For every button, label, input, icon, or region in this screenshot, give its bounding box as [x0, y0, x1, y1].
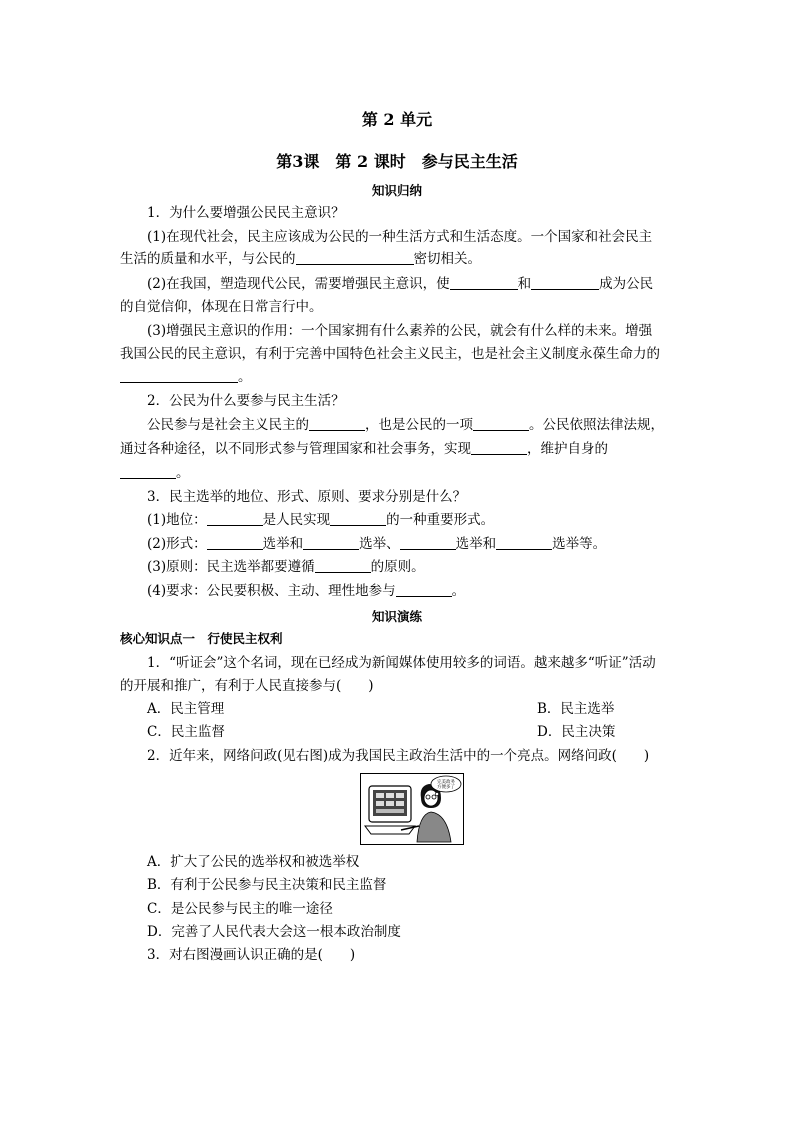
q3-line4: (4)要求：公民要积极、主动、理性地参与 。 [147, 583, 466, 599]
bubble-text-2: 方便多了 [437, 785, 455, 790]
fill-blank[interactable] [471, 440, 527, 455]
lesson-title: 第3课 第 2 课时 参与民主生活 [276, 152, 518, 171]
fill-blank[interactable] [396, 582, 452, 597]
q2-line3: 。 [120, 462, 190, 484]
q1-p1-line2: 生活的质量和水平，与公民的 密切相关。 [120, 251, 481, 267]
fill-blank[interactable] [296, 250, 414, 265]
fill-blank[interactable] [473, 416, 529, 431]
practice-q1-line2: 的开展和推广，有利于人民直接参与( ) [120, 678, 374, 694]
q1-p3-line1: (3)增强民主意识的作用：一个国家拥有什么素养的公民，就会有什么样的未来。增强 [147, 323, 653, 339]
fill-blank[interactable] [496, 535, 552, 550]
fill-blank[interactable] [303, 535, 359, 550]
q1-p3-line3: 。 [120, 366, 252, 388]
fill-blank[interactable] [120, 464, 176, 479]
q2-line1: 公民参与是社会主义民主的 ，也是公民的一项 。公民依照法律法规， [147, 417, 664, 433]
fill-blank[interactable] [315, 558, 371, 573]
q1-p2-line1: (2)在我国，塑造现代公民，需要增强民主意识，使 和 成为公民 [147, 276, 654, 292]
practice-q2: 2．近年来，网络问政(见右图)成为我国民主政治生活中的一个亮点。网络问政( ) [147, 748, 650, 764]
section-heading-summary: 知识归纳 [371, 183, 422, 198]
option-d[interactable]: D．民主决策 [537, 724, 616, 740]
fill-blank[interactable] [207, 511, 263, 526]
practice-q2-option-c[interactable]: C．是公民参与民主的唯一途径 [147, 901, 333, 917]
q3-line3: (3)原则：民主选举都要遵循 的原则。 [147, 559, 425, 575]
q2-line2: 通过各种途径，以不同形式参与管理国家和社会事务，实现 ，维护自身的 [120, 441, 608, 457]
fill-blank[interactable] [207, 535, 263, 550]
practice-q2-option-a[interactable]: A．扩大了公民的选举权和被选举权 [147, 854, 360, 870]
q1-p1-line1: (1)在现代社会，民主应该成为公民的一种生活方式和生活态度。一个国家和社会民主 [147, 229, 653, 245]
q3-line1: (1)地位： 是人民实现 的一种重要形式。 [147, 512, 495, 528]
q1-p3-line2: 我国公民的民主意识，有利于完善中国特色社会主义民主，也是社会主义制度永葆生命力的 [120, 346, 660, 362]
cartoon-figure [360, 773, 464, 845]
section-heading-practice: 知识演练 [371, 609, 422, 624]
q3-line2: (2)形式： 选举和 选举、 选举和 选举等。 [147, 536, 607, 552]
q1-title: 1．为什么要增强公民民主意识？ [147, 205, 345, 221]
unit-title: 第 2 单元 [361, 110, 433, 129]
fill-blank[interactable] [450, 275, 518, 290]
core-point-heading: 核心知识点一 行使民主权利 [120, 631, 283, 646]
practice-q2-option-b[interactable]: B．有利于公民参与民主决策和民主监督 [147, 877, 387, 893]
practice-q3: 3．对右图漫画认识正确的是( ) [147, 947, 356, 963]
practice-q1-line1: 1．“听证会”这个名词，现在已经成为新闻媒体使用较多的词语。越来越多“听证”活动 [147, 655, 656, 671]
fill-blank[interactable] [531, 275, 599, 290]
option-c[interactable]: C．民主监督 [147, 724, 225, 740]
q3-title: 3．民主选举的地位、形式、原则、要求分别是什么？ [147, 489, 467, 505]
fill-blank[interactable] [309, 416, 365, 431]
q2-title: 2．公民为什么要参与民主生活？ [147, 393, 345, 409]
practice-q2-option-d[interactable]: D．完善了人民代表大会这一根本政治制度 [147, 924, 401, 940]
cartoon-illustration [361, 774, 463, 844]
option-b[interactable]: B．民主选举 [537, 701, 615, 717]
fill-blank[interactable] [120, 368, 238, 383]
bubble-text-1: 完美政务 [437, 780, 455, 785]
q1-p2-line2: 的自觉信仰，体现在日常言行中。 [120, 299, 323, 315]
fill-blank[interactable] [400, 535, 456, 550]
fill-blank[interactable] [330, 511, 386, 526]
option-a[interactable]: A．民主管理 [147, 701, 225, 717]
